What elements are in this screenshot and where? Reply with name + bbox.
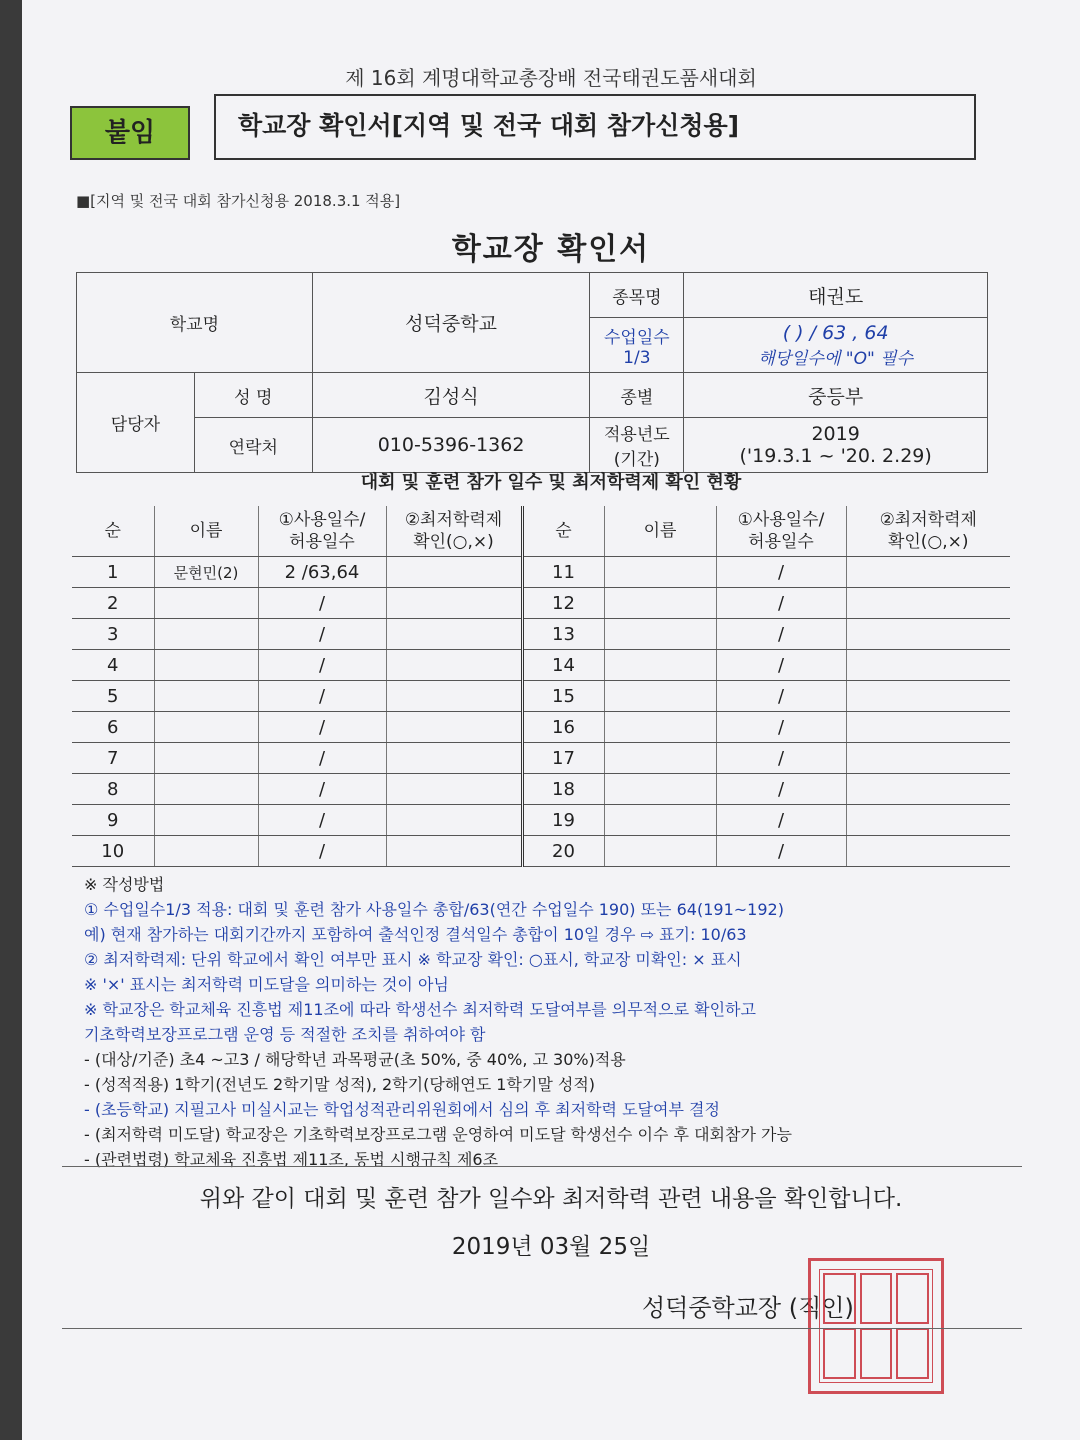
instr-line: - (관련법령) 학교체육 진흥법 제11조, 동법 시행규칙 제6조 (84, 1150, 499, 1169)
row-min (386, 836, 522, 867)
row-days: / (716, 619, 846, 650)
classdays-label: 수업일수 1/3 (590, 318, 684, 373)
table-row (72, 774, 1010, 805)
row-name (604, 650, 716, 681)
col-name: 이름 (604, 506, 716, 557)
division-value: 중등부 (684, 373, 988, 418)
table-row (72, 619, 1010, 650)
table-row (72, 650, 1010, 681)
school-label: 학교명 (77, 273, 313, 373)
row-number: 3 (72, 619, 154, 650)
row-number: 14 (522, 650, 604, 681)
division-label: 종별 (590, 373, 684, 418)
year-label: 적용년도 (기간) (590, 418, 684, 473)
row-number: 12 (522, 588, 604, 619)
row-days: / (258, 712, 386, 743)
row-days: / (716, 588, 846, 619)
contact-value: 010-5396-1362 (312, 418, 590, 473)
row-min (846, 650, 1010, 681)
instr-line: ② 최저학력제: 단위 학교에서 확인 여부만 표시 ※ 학교장 확인: ○표시, 학교장 미확인: × 표시 (84, 950, 742, 969)
row-days: / (258, 805, 386, 836)
row-name (604, 681, 716, 712)
row-number: 15 (522, 681, 604, 712)
sport-value: 태권도 (684, 273, 988, 318)
row-name (154, 774, 258, 805)
contact-label: 연락처 (194, 418, 312, 473)
row-min (846, 805, 1010, 836)
row-number: 16 (522, 712, 604, 743)
row-min (386, 712, 522, 743)
row-name (604, 557, 716, 588)
row-min (386, 650, 522, 681)
instructions (84, 872, 1044, 1172)
row-min (846, 836, 1010, 867)
row-min (846, 681, 1010, 712)
row-number: 13 (522, 619, 604, 650)
row-days: / (258, 681, 386, 712)
row-min (846, 774, 1010, 805)
document-page (22, 0, 1080, 1440)
row-days: / (716, 743, 846, 774)
row-min (846, 588, 1010, 619)
row-min (846, 712, 1010, 743)
divider (62, 1166, 1022, 1167)
row-number: 4 (72, 650, 154, 681)
row-days: / (258, 743, 386, 774)
col-no: 순 (72, 506, 154, 557)
name-label: 성 명 (194, 373, 312, 418)
school-value: 성덕중학교 (312, 273, 590, 373)
row-days: / (716, 650, 846, 681)
row-number: 1 (72, 557, 154, 588)
row-number: 2 (72, 588, 154, 619)
divider (62, 1328, 1022, 1329)
row-min (846, 743, 1010, 774)
row-name (604, 805, 716, 836)
table-row (72, 681, 1010, 712)
row-name: 문현민(2) (154, 557, 258, 588)
instr-line: ※ 학교장은 학교체육 진흥법 제11조에 따라 학생선수 최저학력 도달여부를 의무적으로 확인하고 (84, 1000, 756, 1019)
row-min (846, 557, 1010, 588)
col-name: 이름 (154, 506, 258, 557)
row-min (386, 588, 522, 619)
sport-label: 종목명 (590, 273, 684, 318)
instr-heading: ※ 작성방법 (84, 875, 165, 894)
table-row (72, 588, 1010, 619)
row-days: / (716, 712, 846, 743)
attach-badge: 붙임 (70, 106, 190, 160)
instr-line: - (대상/기준) 초4 ~고3 / 해당학년 과목평균(초 50%, 중 40%, 고 30%)적용 (84, 1050, 626, 1069)
row-days: / (258, 650, 386, 681)
official-seal-icon (808, 1258, 944, 1394)
row-number: 20 (522, 836, 604, 867)
row-min (386, 681, 522, 712)
row-name (154, 619, 258, 650)
row-name (604, 619, 716, 650)
row-days: / (716, 557, 846, 588)
col-days: ①사용일수/ 허용일수 (716, 506, 846, 557)
row-name (154, 650, 258, 681)
table-row (72, 712, 1010, 743)
row-min (386, 805, 522, 836)
row-min (386, 743, 522, 774)
row-number: 10 (72, 836, 154, 867)
row-name (154, 743, 258, 774)
row-days: / (716, 681, 846, 712)
row-number: 8 (72, 774, 154, 805)
confirm-statement: 위와 같이 대회 및 훈련 참가 일수와 최저학력 관련 내용을 확인합니다. (199, 1186, 903, 1212)
name-value: 김성식 (312, 373, 590, 418)
instr-line: - (초등학교) 지필고사 미실시교는 학업성적관리위원회에서 심의 후 최저학력 도달여부 결정 (84, 1100, 720, 1119)
row-days: / (258, 774, 386, 805)
row-name (154, 836, 258, 867)
issue-date: 2019년 03월 25일 (451, 1234, 651, 1260)
col-min: ②최저학력제 확인(○,×) (386, 506, 522, 557)
row-number: 18 (522, 774, 604, 805)
classdays-value: ( ) / 63 , 64 해당일수에 "O" 필수 (684, 318, 988, 373)
section-title: 대회 및 훈련 참가 일수 및 최저학력제 확인 현황 (360, 472, 742, 493)
row-number: 11 (522, 557, 604, 588)
row-number: 9 (72, 805, 154, 836)
col-min: ②최저학력제 확인(○,×) (846, 506, 1010, 557)
row-days: 2 /63,64 (258, 557, 386, 588)
row-name (604, 774, 716, 805)
table-row (72, 836, 1010, 867)
instr-line: ※ '×' 표시는 최저학력 미도달을 의미하는 것이 아님 (84, 975, 449, 994)
row-name (604, 836, 716, 867)
table-row (72, 557, 1010, 588)
row-name (604, 743, 716, 774)
row-days: / (716, 805, 846, 836)
row-number: 5 (72, 681, 154, 712)
table-row (72, 743, 1010, 774)
row-name (604, 712, 716, 743)
row-days: / (258, 836, 386, 867)
row-min (386, 774, 522, 805)
row-number: 17 (522, 743, 604, 774)
event-title: 제 16회 계명대학교총장배 전국태권도품새대회 (345, 66, 757, 90)
row-number: 19 (522, 805, 604, 836)
instr-line: 기초학력보장프로그램 운영 등 적절한 조치를 취하여야 함 (84, 1025, 486, 1044)
row-days: / (258, 588, 386, 619)
apply-note: ■[지역 및 전국 대회 참가신청용 2018.3.1 적용] (76, 192, 401, 210)
col-no: 순 (522, 506, 604, 557)
instr-line: - (최저학력 미도달) 학교장은 기초학력보장프로그램 운영하여 미도달 학생선수 이수 후 대회참가 가능 (84, 1125, 792, 1144)
info-table (76, 272, 988, 473)
participation-table (72, 506, 1010, 867)
row-days: / (258, 619, 386, 650)
signature-line: 성덕중학교장 (직인) (642, 1294, 854, 1322)
row-min (386, 557, 522, 588)
row-name (154, 712, 258, 743)
instr-line: 예) 현재 참가하는 대회기간까지 포함하여 출석인정 결석일수 총합이 10일 경우 ⇨ 표기: 10/63 (84, 925, 747, 944)
manager-label: 담당자 (77, 373, 195, 473)
row-name (154, 805, 258, 836)
doc-title: 학교장 확인서 (451, 232, 651, 267)
row-days: / (716, 836, 846, 867)
row-name (154, 588, 258, 619)
row-name (604, 588, 716, 619)
row-name (154, 681, 258, 712)
row-days: / (716, 774, 846, 805)
col-days: ①사용일수/ 허용일수 (258, 506, 386, 557)
row-min (846, 619, 1010, 650)
instr-line: - (성적적용) 1학기(전년도 2학기말 성적), 2학기(당해연도 1학기말 성적) (84, 1075, 596, 1094)
instr-line: ① 수업일수1/3 적용: 대회 및 훈련 참가 사용일수 총합/63(연간 수업일수 190) 또는 64(191~192) (84, 900, 784, 919)
year-value: 2019 ('19.3.1 ~ '20. 2.29) (684, 418, 988, 473)
row-min (386, 619, 522, 650)
table-row (72, 805, 1010, 836)
attach-title: 학교장 확인서[지역 및 전국 대회 참가신청용] (214, 94, 976, 160)
row-number: 7 (72, 743, 154, 774)
row-number: 6 (72, 712, 154, 743)
